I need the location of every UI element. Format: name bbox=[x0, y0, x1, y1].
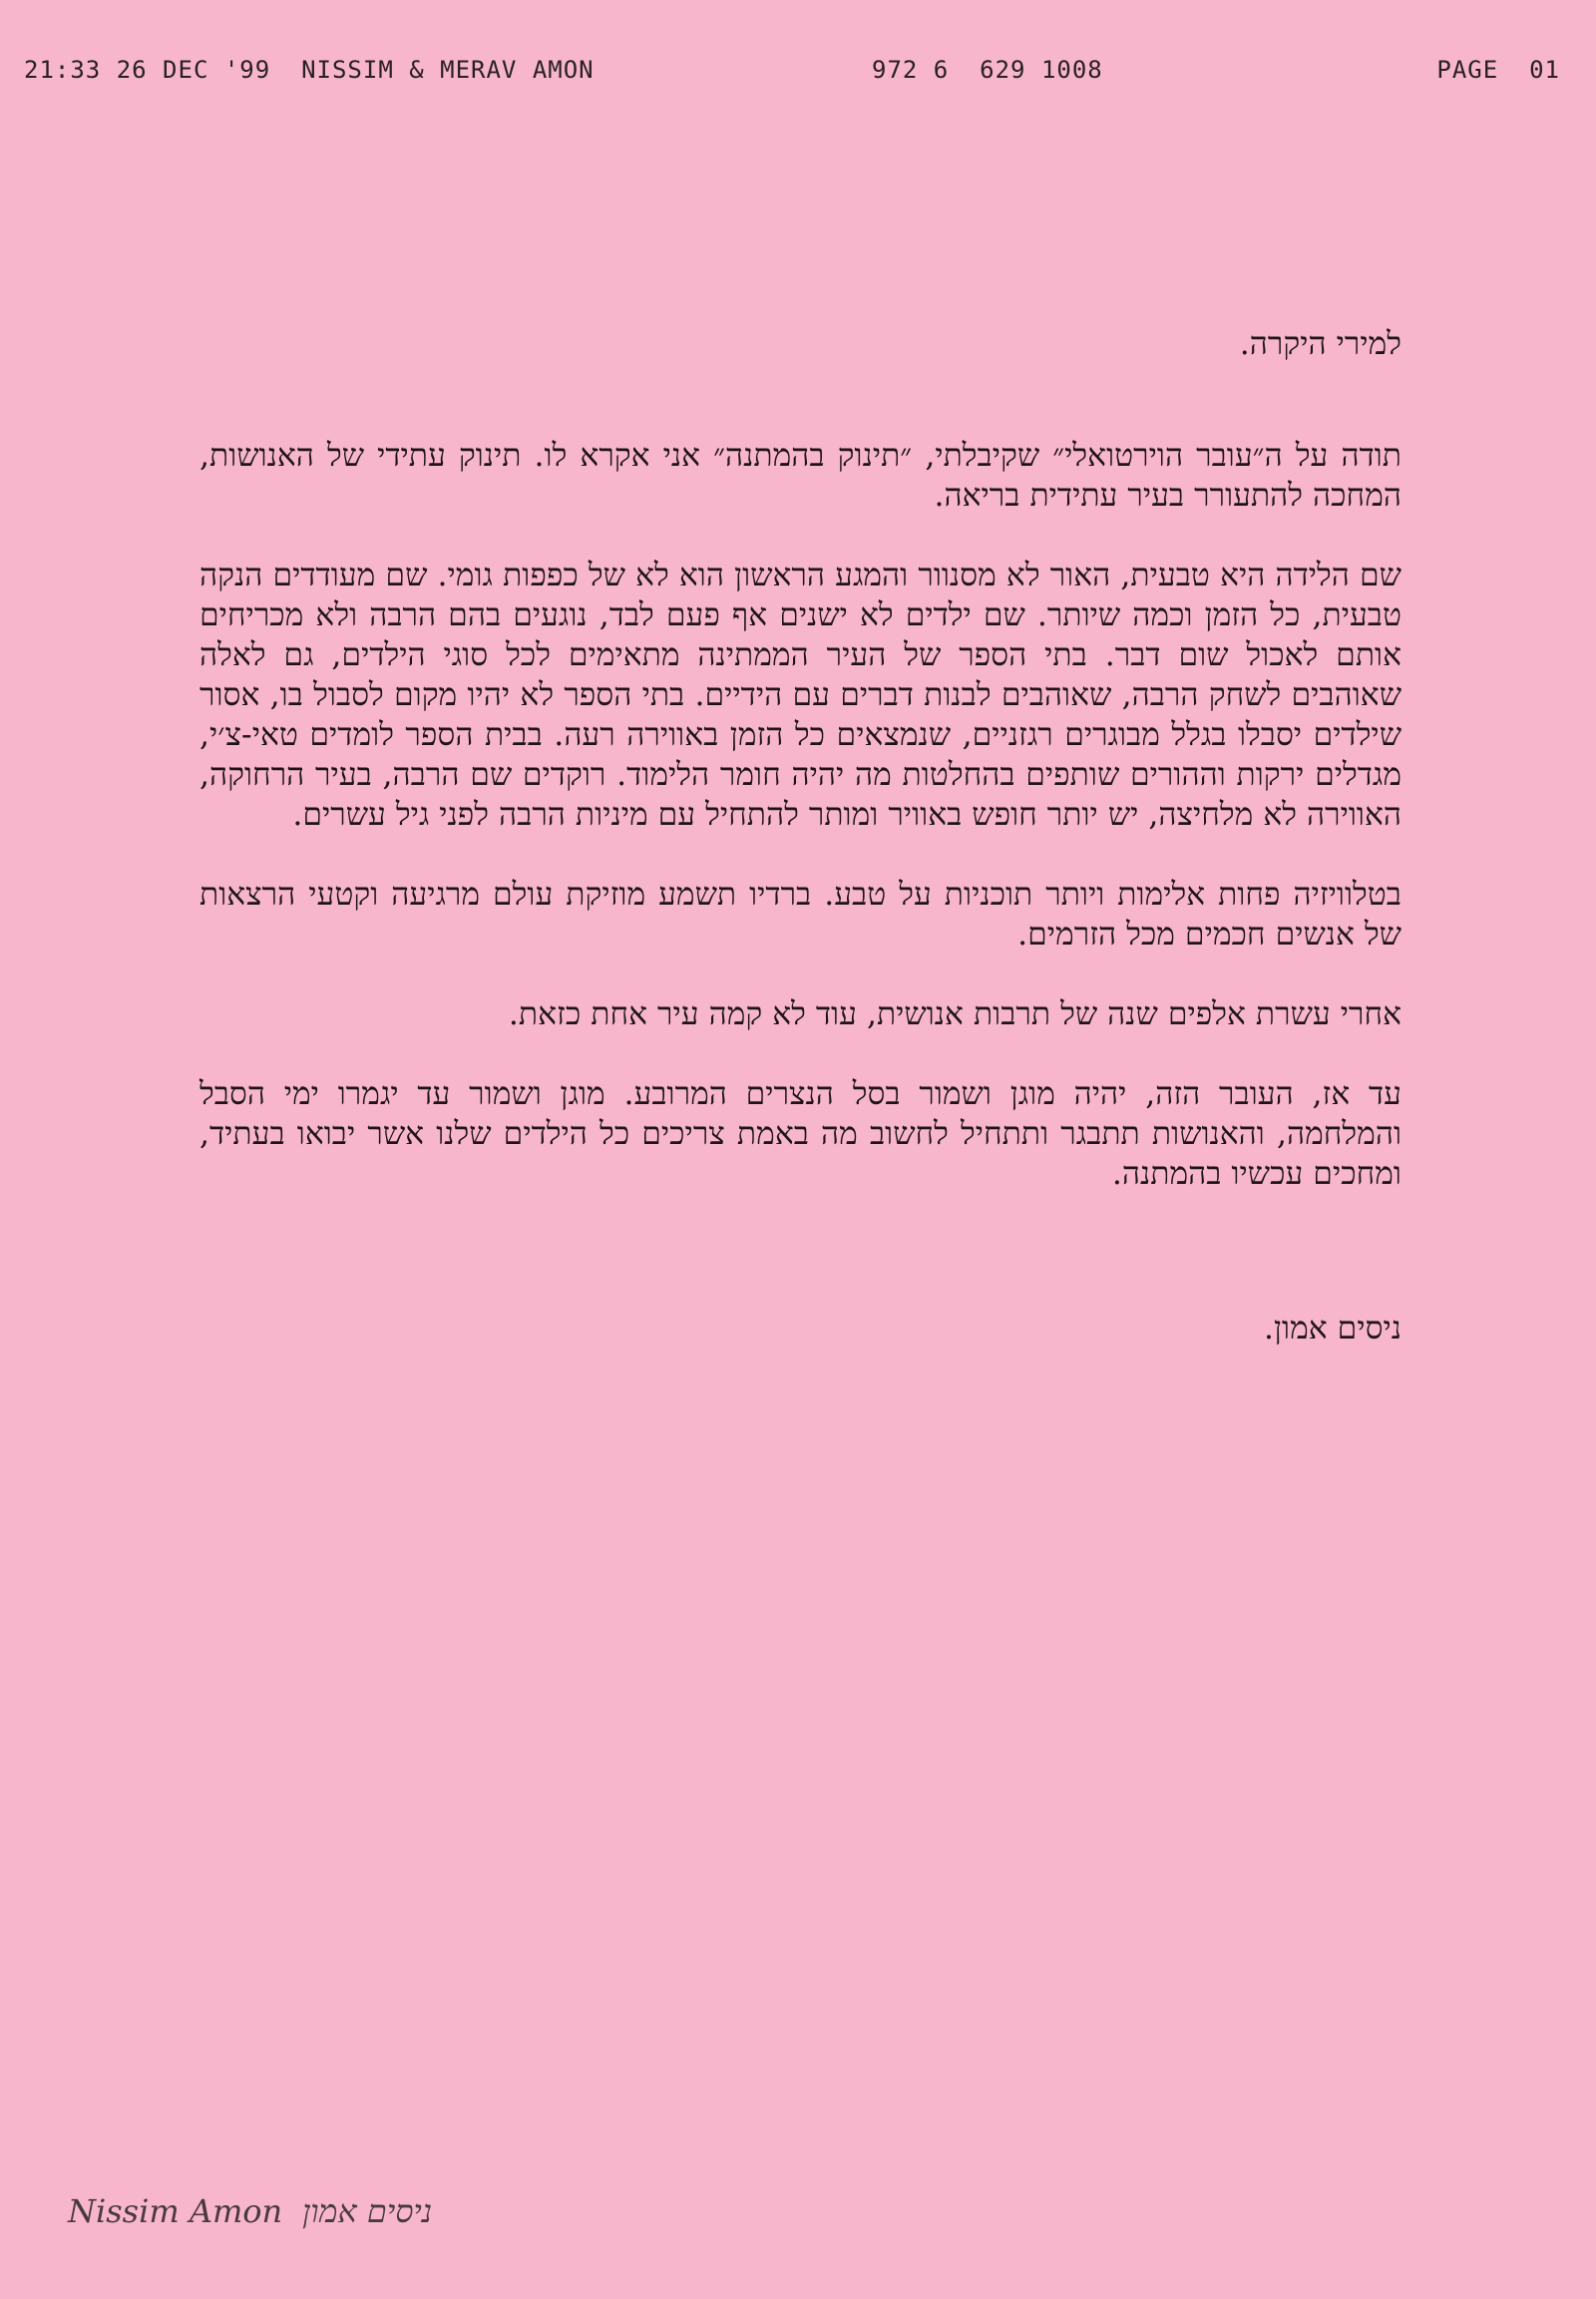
letter-paragraph: תודה על ה״עובר הוירטואלי״ שקיבלתי, ״תינוק בהמתנה״ אני אקרא לו. תינוק עתידי של האנושות, המחכה להתעורר בעיר עתידית בריאה. bbox=[200, 438, 1401, 514]
letter-paragraph: שם הלידה היא טבעית, האור לא מסנוור והמגע הראשון הוא לא של כפפות גומי. שם מעודדים הנקה טבעית, כל הזמן וכמה שיותר. שם ילדים לא ישנים אף פעם לבד, נוגעים בהם הרבה ולא מכריחים אותם לאכול שום דבר. בתי הספר של העיר הממתינה מתאימים לכל סוגי הילדים, גם לאלה שאוהבים לשחק הרבה, שאוהבים לבנות דברים עם הידיים. בתי הספר לא יהיו מקום לסבול בו, אסור שילדים יסבלו בגלל מבוגרים רגזניים, שנמצאים כל הזמן באווירה רעה. בבית הספר לומדים טאי-צ׳י, מגדלים ירקות וההורים שותפים בהחלטות מה יהיה חומר הלימוד. רוקדים שם הרבה, בעיר הרחוקה, האווירה לא מלחיצה, יש יותר חופש באוויר ומותר להתחיל עם מיניות הרבה לפני גיל עשרים. bbox=[200, 558, 1401, 833]
fax-header bbox=[24, 56, 1560, 92]
letter-body bbox=[200, 324, 1401, 1348]
footer-signature-hebrew: ניסים אמון bbox=[302, 2192, 433, 2230]
letter-paragraph: בטלוויזיה פחות אלימות ויותר תוכניות על טבע. ברדיו תשמע מוזיקת עולם מרגיעה וקטעי הרצאות של אנשים חכמים מכל הזרמים. bbox=[200, 877, 1401, 953]
letter-paragraph: אחרי עשרת אלפים שנה של תרבות אנושית, עוד לא קמה עיר אחת כזאת. bbox=[508, 996, 1401, 1032]
footer-signature-english: Nissim Amon bbox=[68, 2192, 283, 2230]
fax-header-datetime-sender: 21:33 26 DEC '99 NISSIM & MERAV AMON bbox=[24, 56, 595, 84]
letter-signature: ניסים אמון. bbox=[1263, 1311, 1401, 1346]
footer-signature bbox=[68, 2192, 432, 2242]
fax-header-page: PAGE 01 bbox=[1436, 56, 1560, 84]
letter-paragraph: עד אז, העובר הזה, יהיה מוגן ושמור בסל הנצרים המרובע. מוגן ושמור עד יגמרו ימי הסבל והמלחמה, והאנושות תתבגר ותתחיל לחשוב מה באמת צריכים כל הילדים שלנו אשר יבואו בעתיד, ומחכים עכשיו בהמתנה. bbox=[200, 1076, 1401, 1192]
fax-header-phone: 972 6 629 1008 bbox=[872, 56, 1103, 84]
letter-greeting: למירי היקרה. bbox=[1239, 326, 1401, 362]
